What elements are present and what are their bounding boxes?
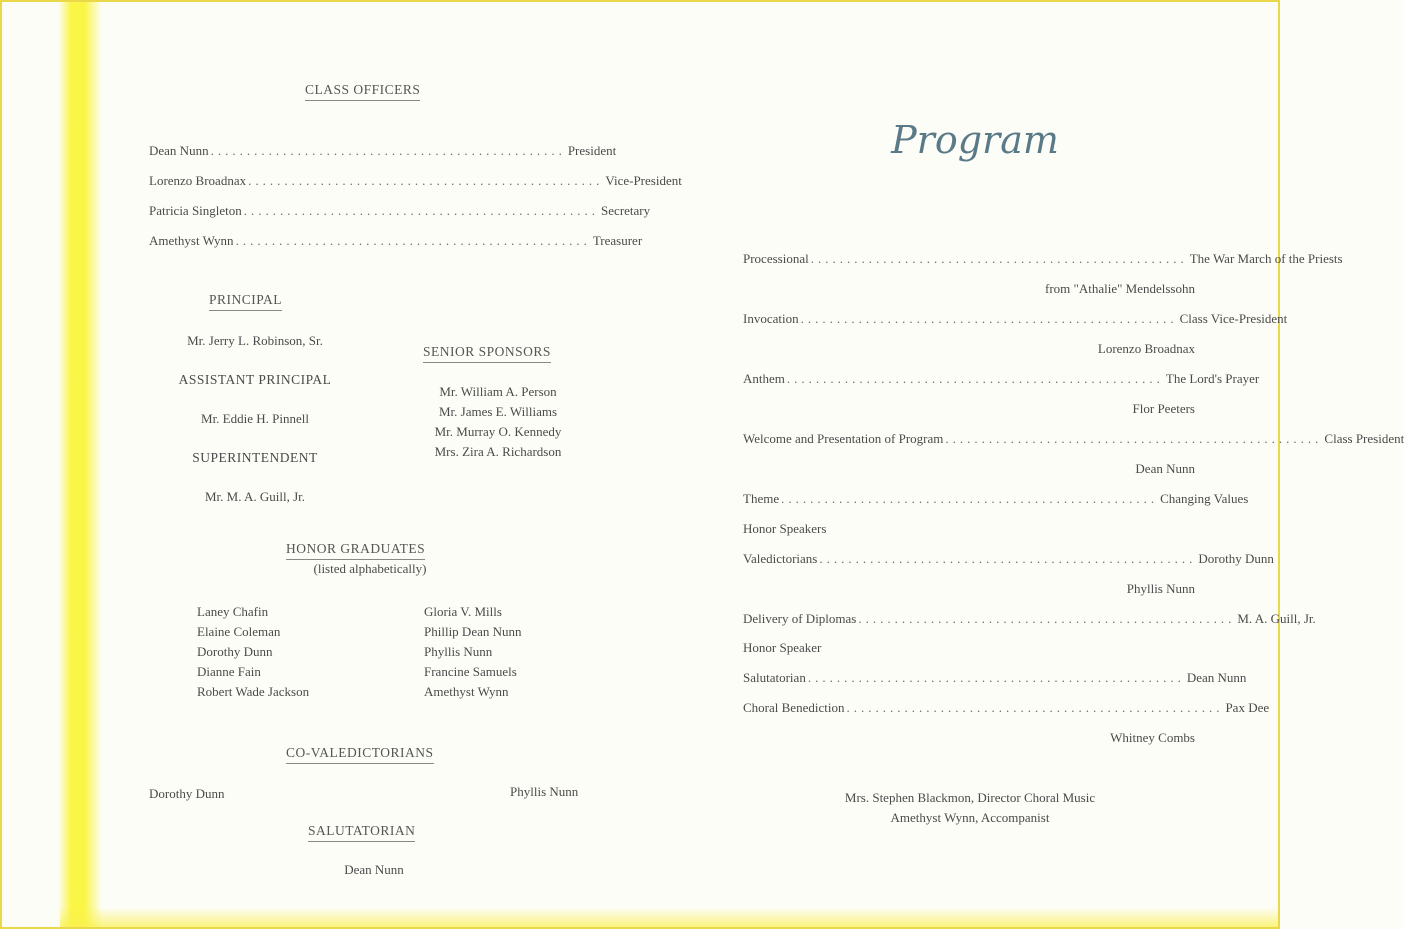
program-item-label: Honor Speaker — [743, 640, 822, 655]
program-title: Program — [891, 118, 1059, 162]
program-item-value: Dean Nunn — [1135, 461, 1195, 476]
senior-sponsors-heading: SENIOR SPONSORS — [423, 344, 551, 363]
officer-name: Patricia Singleton — [149, 203, 242, 218]
yellow-bottom-band — [60, 907, 1280, 929]
program-item-label: Invocation — [743, 311, 799, 326]
officer-role: President — [567, 143, 617, 158]
program-item — [743, 551, 1274, 567]
leader-dots: .................................................... — [945, 431, 1323, 446]
honor-graduates-col1 — [197, 602, 309, 702]
graduate-name: Phillip Dean Nunn — [424, 624, 522, 639]
program-item — [743, 521, 1195, 537]
program-item — [743, 611, 1316, 627]
program-item — [743, 401, 1195, 417]
program-item — [743, 461, 1195, 477]
program-item — [743, 730, 1195, 746]
officer-name: Lorenzo Broadnax — [149, 173, 247, 188]
assistant-principal-heading: ASSISTANT PRINCIPAL — [178, 372, 332, 387]
leader-dots: ................................................. — [243, 203, 600, 218]
leader-dots: .................................................... — [807, 670, 1185, 685]
principal-heading: PRINCIPAL — [209, 292, 282, 311]
honor-graduates-heading: HONOR GRADUATES — [286, 541, 425, 560]
graduate-name: Dorothy Dunn — [197, 644, 273, 659]
program-item — [743, 670, 1247, 686]
leader-dots: .................................................... — [846, 700, 1224, 715]
sponsor-name: Mrs. Zira A. Richardson — [434, 444, 562, 459]
sponsor-name: Mr. William A. Person — [439, 384, 557, 399]
graduate-name: Elaine Coleman — [197, 624, 281, 639]
program-item-value: Class President — [1324, 431, 1404, 446]
program-item-value: Class Vice-President — [1179, 311, 1288, 326]
program-item-label: Delivery of Diplomas — [743, 611, 857, 626]
program-item-value: The Lord's Prayer — [1165, 371, 1260, 386]
program-item-value: Changing Values — [1160, 491, 1249, 506]
program-item-label: Honor Speakers — [743, 521, 827, 536]
officer-role: Treasurer — [592, 233, 643, 248]
salutatorian-name: Dean Nunn — [344, 862, 404, 877]
officer-row — [149, 233, 643, 249]
leader-dots: .................................................... — [819, 551, 1197, 566]
graduate-name: Dianne Fain — [197, 664, 261, 679]
class-officers-heading: CLASS OFFICERS — [305, 82, 420, 101]
graduate-name: Francine Samuels — [424, 664, 517, 679]
co-valedictorian-name-1: Dorothy Dunn — [149, 786, 225, 801]
leader-dots: ................................................. — [248, 173, 604, 188]
program-item-value: M. A. Guill, Jr. — [1237, 611, 1316, 626]
credit-line: Amethyst Wynn, Accompanist — [890, 810, 1050, 825]
program-item-value: Phyllis Nunn — [1126, 581, 1195, 596]
leader-dots: .................................................... — [858, 611, 1236, 626]
program-item — [743, 640, 1195, 656]
leader-dots: .................................................... — [781, 491, 1159, 506]
principal-name: Mr. Jerry L. Robinson, Sr. — [187, 333, 323, 348]
credit-line: Mrs. Stephen Blackmon, Director Choral Music — [844, 790, 1096, 805]
program-item-label: Choral Benediction — [743, 700, 845, 715]
officer-role: Vice-President — [605, 173, 682, 188]
program-item-label: Anthem — [743, 371, 785, 386]
program-item — [743, 251, 1343, 267]
sponsor-name: Mr. James E. Williams — [438, 404, 558, 419]
honor-graduates-col2 — [424, 602, 522, 702]
program-item-label: Welcome and Presentation of Program — [743, 431, 944, 446]
co-valedictorians-heading: CO-VALEDICTORIANS — [286, 745, 434, 764]
senior-sponsors-list — [398, 382, 598, 462]
officer-name: Dean Nunn — [149, 143, 209, 158]
program-item — [743, 341, 1195, 357]
program-item-value: Dorothy Dunn — [1198, 551, 1274, 566]
leader-dots: .................................................... — [800, 311, 1178, 326]
program-item-label: Theme — [743, 491, 780, 506]
honor-graduates-subheading: (listed alphabetically) — [313, 561, 427, 576]
graduate-name: Phyllis Nunn — [424, 644, 493, 659]
sponsor-name: Mr. Murray O. Kennedy — [434, 424, 562, 439]
graduate-name: Laney Chafin — [197, 604, 269, 619]
officer-row — [149, 203, 651, 219]
program-item-label: Valedictorians — [743, 551, 818, 566]
program-item — [743, 491, 1249, 507]
graduate-name: Gloria V. Mills — [424, 604, 502, 619]
program-item-value: Dean Nunn — [1186, 670, 1247, 685]
leader-dots: .................................................... — [810, 251, 1188, 266]
program-item-value: Pax Dee — [1225, 700, 1270, 715]
co-valedictorian-name-2: Phyllis Nunn — [510, 784, 579, 799]
superintendent-name: Mr. M. A. Guill, Jr. — [204, 489, 306, 504]
program-item-label: Salutatorian — [743, 670, 806, 685]
program-item — [743, 311, 1288, 327]
officer-role: Secretary — [601, 203, 651, 218]
program-item — [743, 371, 1260, 387]
leader-dots: ................................................. — [210, 143, 566, 158]
leader-dots: ................................................. — [235, 233, 591, 248]
yellow-highlight-strip — [58, 0, 102, 929]
officer-row — [149, 173, 682, 189]
program-item-value: Flor Peeters — [1132, 401, 1195, 416]
superintendent-heading: SUPERINTENDENT — [192, 450, 318, 465]
program-item — [743, 700, 1270, 716]
program-item — [743, 581, 1195, 597]
leader-dots: .................................................... — [786, 371, 1164, 386]
program-item — [743, 281, 1195, 297]
salutatorian-heading: SALUTATORIAN — [308, 823, 415, 842]
program-item-value: from "Athalie" Mendelssohn — [1045, 281, 1195, 296]
officer-row — [149, 143, 617, 159]
assistant-principal-name: Mr. Eddie H. Pinnell — [201, 411, 309, 426]
program-item — [743, 431, 1404, 447]
program-item-value: Whitney Combs — [1110, 730, 1195, 745]
program-item-value: Lorenzo Broadnax — [1097, 341, 1195, 356]
graduate-name: Amethyst Wynn — [424, 684, 509, 699]
graduate-name: Robert Wade Jackson — [197, 684, 310, 699]
officer-name: Amethyst Wynn — [149, 233, 234, 248]
program-item-value: The War March of the Priests — [1189, 251, 1343, 266]
program-item-label: Processional — [743, 251, 809, 266]
